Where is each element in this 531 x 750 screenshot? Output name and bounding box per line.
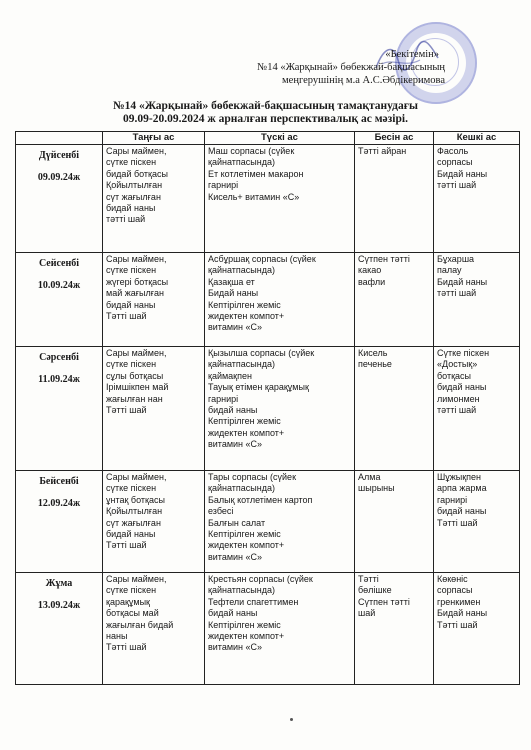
lunch-item: езбесі (208, 506, 234, 517)
breakfast-item: сүт жағылған (106, 517, 161, 528)
dinner-item: ботқасы (437, 370, 471, 381)
column-header: Бесін ас (355, 132, 434, 145)
lunch-item: гарнирі (208, 393, 239, 404)
lunch-item: Балғын салат (208, 517, 266, 528)
lunch-item: Кептірілген жеміс (208, 416, 281, 427)
dinner-item: лимонмен (437, 393, 480, 404)
day-date: 13.09.24ж (37, 600, 81, 611)
breakfast-item: Сары маймен, (106, 254, 167, 264)
dinner-cell (434, 573, 520, 685)
dinner-item: сорпасы (437, 585, 473, 596)
dinner-item: сорпасы (437, 157, 473, 168)
table-row (16, 253, 520, 347)
dinner-item: Бидай наны (437, 276, 488, 287)
snack-item: бөлішке (358, 585, 392, 596)
dinner-item: Бидай наны (437, 168, 488, 179)
breakfast-item: сұлы ботқасы (106, 370, 164, 381)
lunch-item: Бидай наны (208, 288, 259, 299)
snack-item: вафли (358, 276, 386, 287)
dinner-item: Көкөніс (437, 574, 468, 584)
title-line-2: 09.09-20.09.2024 ж арналған перспективалық ас мәзірі. (123, 113, 408, 125)
lunch-cell (205, 573, 355, 685)
table-row (16, 145, 520, 253)
column-header: Таңғы ас (103, 132, 205, 145)
column-header: Түскі ас (205, 132, 355, 145)
dinner-cell (434, 253, 520, 347)
breakfast-item: тәтті шай (106, 214, 146, 225)
breakfast-cell (103, 573, 205, 685)
day-date: 09.09.24ж (37, 172, 81, 183)
breakfast-item: жағылған нан (106, 393, 163, 404)
breakfast-item: ботқасы май (106, 608, 159, 619)
approval-line-2: №14 «Жарқынай» бөбекжай-бақшасының (257, 62, 445, 73)
column-header: Кешкі ас (434, 132, 520, 145)
day-name: Сәрсенбі (39, 352, 79, 363)
lunch-cell (205, 471, 355, 573)
lunch-item: Маш сорпасы (сүйек (208, 146, 295, 156)
lunch-item: Крестьян сорпасы (сүйек (208, 574, 313, 584)
lunch-item: Тары сорпасы (сүйек (208, 472, 297, 482)
dinner-cell (434, 347, 520, 471)
title-line-1: №14 «Жарқынай» бөбекжай-бақшасының тамақтанудағы (113, 100, 418, 112)
approval-line-3: меңгерушінің м.а А.С.Әбдікеримова (282, 75, 445, 86)
lunch-item: Тефтели спагеттимен (208, 596, 299, 607)
table-row (16, 347, 520, 471)
breakfast-cell (103, 471, 205, 573)
breakfast-item: май жағылған (106, 288, 165, 299)
dinner-item: тәтті шай (437, 180, 477, 191)
lunch-item: Асбұршақ сорпасы (сүйек (208, 254, 316, 264)
breakfast-item: сүтке піскен (106, 483, 157, 494)
day-date: 12.09.24ж (37, 498, 81, 509)
lunch-item: Қазақша ет (208, 276, 255, 287)
breakfast-item: бидай наны (106, 529, 156, 540)
breakfast-cell (103, 347, 205, 471)
day-cell (16, 573, 103, 685)
dinner-item: Фасоль (437, 146, 469, 156)
day-cell (16, 253, 103, 347)
snack-item: Алма (358, 472, 381, 482)
dinner-item: арпа жарма (437, 483, 487, 494)
day-date: 11.09.24ж (38, 374, 80, 385)
breakfast-item: ұнтақ ботқасы (106, 494, 165, 505)
breakfast-item: Ірімшікпен май (106, 382, 169, 393)
lunch-item: Кептірілген жеміс (208, 529, 281, 540)
menu-table (15, 131, 520, 685)
lunch-item: Ет котлетімен макарон (208, 168, 304, 179)
lunch-item: жидектен компот+ (208, 540, 285, 551)
dinner-cell (434, 145, 520, 253)
snack-item: Тәтті (358, 574, 379, 584)
lunch-item: қайнатпасында) (208, 359, 275, 370)
lunch-item: қайнатпасында) (208, 585, 275, 596)
breakfast-item: сүтке піскен (106, 157, 157, 168)
day-cell (16, 471, 103, 573)
snack-item: шырыны (358, 483, 395, 494)
breakfast-item: Қойылтылған (106, 506, 163, 517)
breakfast-item: сүт жағылған (106, 191, 161, 202)
lunch-cell (205, 253, 355, 347)
day-cell (16, 347, 103, 471)
dinner-item: бидай наны (437, 382, 487, 393)
dinner-item: Бұхарша (437, 254, 475, 264)
lunch-item: бидай наны (208, 405, 258, 416)
breakfast-item: бидай наны (106, 299, 156, 310)
dinner-item: Тәтті шай (437, 619, 478, 630)
breakfast-item: Сары маймен, (106, 574, 167, 584)
approval-block (257, 48, 445, 87)
breakfast-item: сүтке піскен (106, 265, 157, 276)
snack-item: Кисель (358, 348, 388, 358)
snack-cell (355, 347, 434, 471)
day-name: Бейсенбі (39, 476, 79, 487)
dinner-item: тәтті шай (437, 288, 477, 299)
dinner-item: «Достық» (437, 359, 478, 370)
column-header (16, 132, 103, 145)
breakfast-item: жағылған бидай (106, 619, 174, 630)
breakfast-item: қарақұмық (106, 596, 150, 607)
lunch-item: қайнатпасында) (208, 157, 275, 168)
dinner-item: Бидай наны (437, 608, 488, 619)
snack-item: печенье (358, 359, 392, 370)
document-title (0, 100, 531, 126)
lunch-item: жидектен компот+ (208, 427, 285, 438)
table-row (16, 573, 520, 685)
dinner-item: Шұжықпен (437, 472, 482, 482)
dinner-item: Сүтке піскен (437, 348, 490, 358)
breakfast-item: Сары маймен, (106, 348, 167, 358)
snack-item: Сүтпен тәтті (358, 254, 410, 264)
lunch-item: Кептірілген жеміс (208, 299, 281, 310)
breakfast-item: Сары маймен, (106, 146, 167, 156)
snack-item: какао (358, 265, 382, 276)
lunch-item: Кисель+ витамин «С» (208, 191, 300, 202)
table-header-row (16, 132, 520, 145)
snack-item: шай (358, 608, 376, 619)
breakfast-item: Сары маймен, (106, 472, 167, 482)
snack-cell (355, 145, 434, 253)
page-mark (290, 718, 293, 721)
breakfast-item: жүгері ботқасы (106, 276, 169, 287)
dinner-item: палау (437, 265, 462, 276)
dinner-item: бидай наны (437, 506, 487, 517)
lunch-item: гарнирі (208, 180, 239, 191)
dinner-item: тәтті шай (437, 405, 477, 416)
lunch-item: жидектен компот+ (208, 631, 285, 642)
snack-cell (355, 471, 434, 573)
lunch-item: бидай наны (208, 608, 258, 619)
breakfast-item: наны (106, 631, 128, 642)
dinner-item: Тәтті шай (437, 517, 478, 528)
lunch-item: витамин «С» (208, 439, 263, 450)
lunch-cell (205, 347, 355, 471)
dinner-item: гренкимен (437, 596, 481, 607)
day-name: Жұма (45, 578, 73, 589)
breakfast-item: Тәтті шай (106, 540, 147, 551)
snack-cell (355, 253, 434, 347)
lunch-item: қайнатпасында) (208, 265, 275, 276)
lunch-item: Балық котлетімен картоп (208, 494, 313, 505)
dinner-cell (434, 471, 520, 573)
lunch-item: Қызылша сорпасы (сүйек (208, 348, 315, 358)
day-name: Дүйсенбі (38, 150, 80, 161)
lunch-cell (205, 145, 355, 253)
breakfast-item: Тәтті шай (106, 405, 147, 416)
breakfast-item: Тәтті шай (106, 642, 147, 653)
breakfast-cell (103, 253, 205, 347)
breakfast-item: сүтке піскен (106, 359, 157, 370)
dinner-item: гарнирі (437, 494, 468, 505)
breakfast-cell (103, 145, 205, 253)
lunch-item: Тауық етімен қарақұмық (208, 382, 309, 393)
day-cell (16, 145, 103, 253)
snack-item: Тәтті айран (358, 146, 407, 156)
snack-item: Сүтпен тәтті (358, 596, 410, 607)
day-name: Сейсенбі (38, 258, 80, 269)
lunch-item: қаймақпен (208, 370, 252, 381)
lunch-item: витамин «С» (208, 322, 263, 333)
lunch-item: Кептірілген жеміс (208, 619, 281, 630)
lunch-item: витамин «С» (208, 642, 263, 653)
lunch-item: қайнатпасында) (208, 483, 275, 494)
breakfast-item: Тәтті шай (106, 311, 147, 322)
day-date: 10.09.24ж (37, 280, 81, 291)
breakfast-item: бидай ботқасы (106, 168, 168, 179)
breakfast-item: бидай наны (106, 203, 156, 214)
snack-cell (355, 573, 434, 685)
breakfast-item: Қойылтылған (106, 180, 163, 191)
approval-line-1: «Бекітемін» (385, 49, 439, 60)
table-row (16, 471, 520, 573)
lunch-item: витамин «С» (208, 551, 263, 562)
lunch-item: жидектен компот+ (208, 311, 285, 322)
breakfast-item: сүтке піскен (106, 585, 157, 596)
